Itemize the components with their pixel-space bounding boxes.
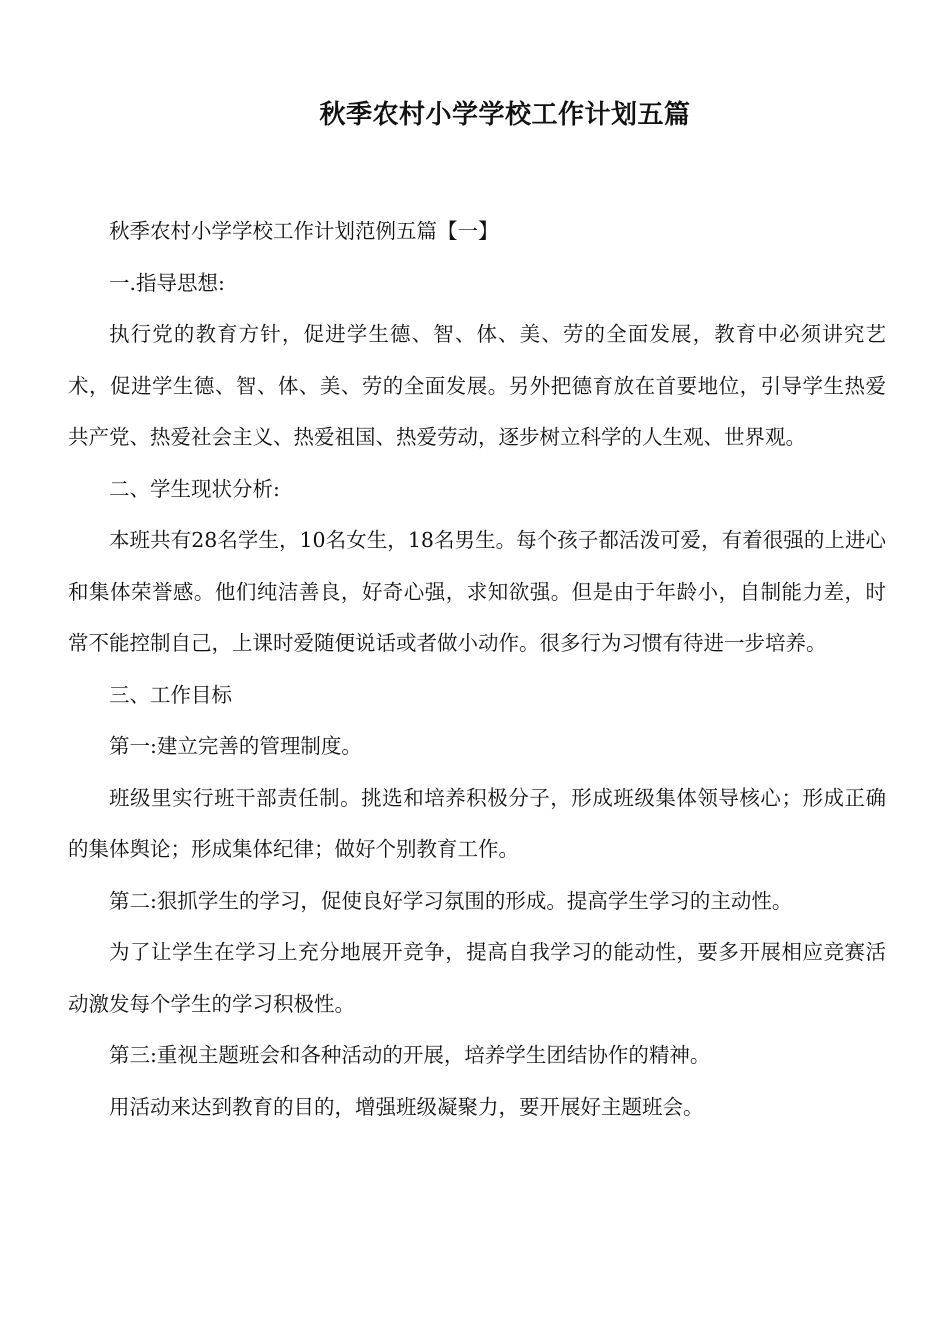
goal-one-paragraph: 班级里实行班干部责任制。挑选和培养积极分子，形成班级集体领导核心；形成正确的集体舆论；形成集体纪律；做好个别教育工作。	[68, 785, 886, 861]
document-title: 秋季农村小学学校工作计划五篇	[319, 100, 691, 130]
paragraph-guiding-thought: 执行党的教育方针，促进学生德、智、体、美、劳的全面发展，教育中必须讲究艺术，促进学生德、智、体、美、劳的全面发展。另外把德育放在首要地位，引导学生热爱共产党、热爱社会主义、热爱祖国、热爱劳动，逐步树立科学的人生观、世界观。	[68, 322, 886, 449]
goal-three-paragraph: 用活动来达到教育的目的，增强班级凝聚力，要开展好主题班会。	[109, 1094, 704, 1119]
section-heading-example-one: 秋季农村小学学校工作计划范例五篇【一】	[109, 219, 499, 243]
goal-two-heading: 第二:狠抓学生的学习，促使良好学习氛围的形成。提高学生学习的主动性。	[109, 888, 793, 913]
heading-work-goals: 三、工作目标	[109, 682, 232, 707]
heading-student-analysis: 二、学生现状分析:	[109, 476, 280, 501]
paragraph-student-analysis: 本班共有28名学生，10名女生，18名男生。每个孩子都活泼可爱，有着很强的上进心和集体荣誉感。他们纯洁善良，好奇心强，求知欲强。但是由于年龄小，自制能力差，时常不能控制自己，上课时爱随便说话或者做小动作。很多行为习惯有待进一步培养。	[68, 528, 886, 655]
heading-guiding-thought: 一.指导思想:	[109, 270, 225, 295]
goal-one-heading: 第一:建立完善的管理制度。	[109, 734, 362, 758]
document-body	[68, 206, 886, 1133]
goal-three-heading: 第三:重视主题班会和各种活动的开展，培养学生团结协作的精神。	[109, 1043, 711, 1067]
goal-two-paragraph: 为了让学生在学习上充分地展开竞争，提高自我学习的能动性，要多开展相应竞赛活动激发每个学生的学习积极性。	[68, 940, 886, 1016]
